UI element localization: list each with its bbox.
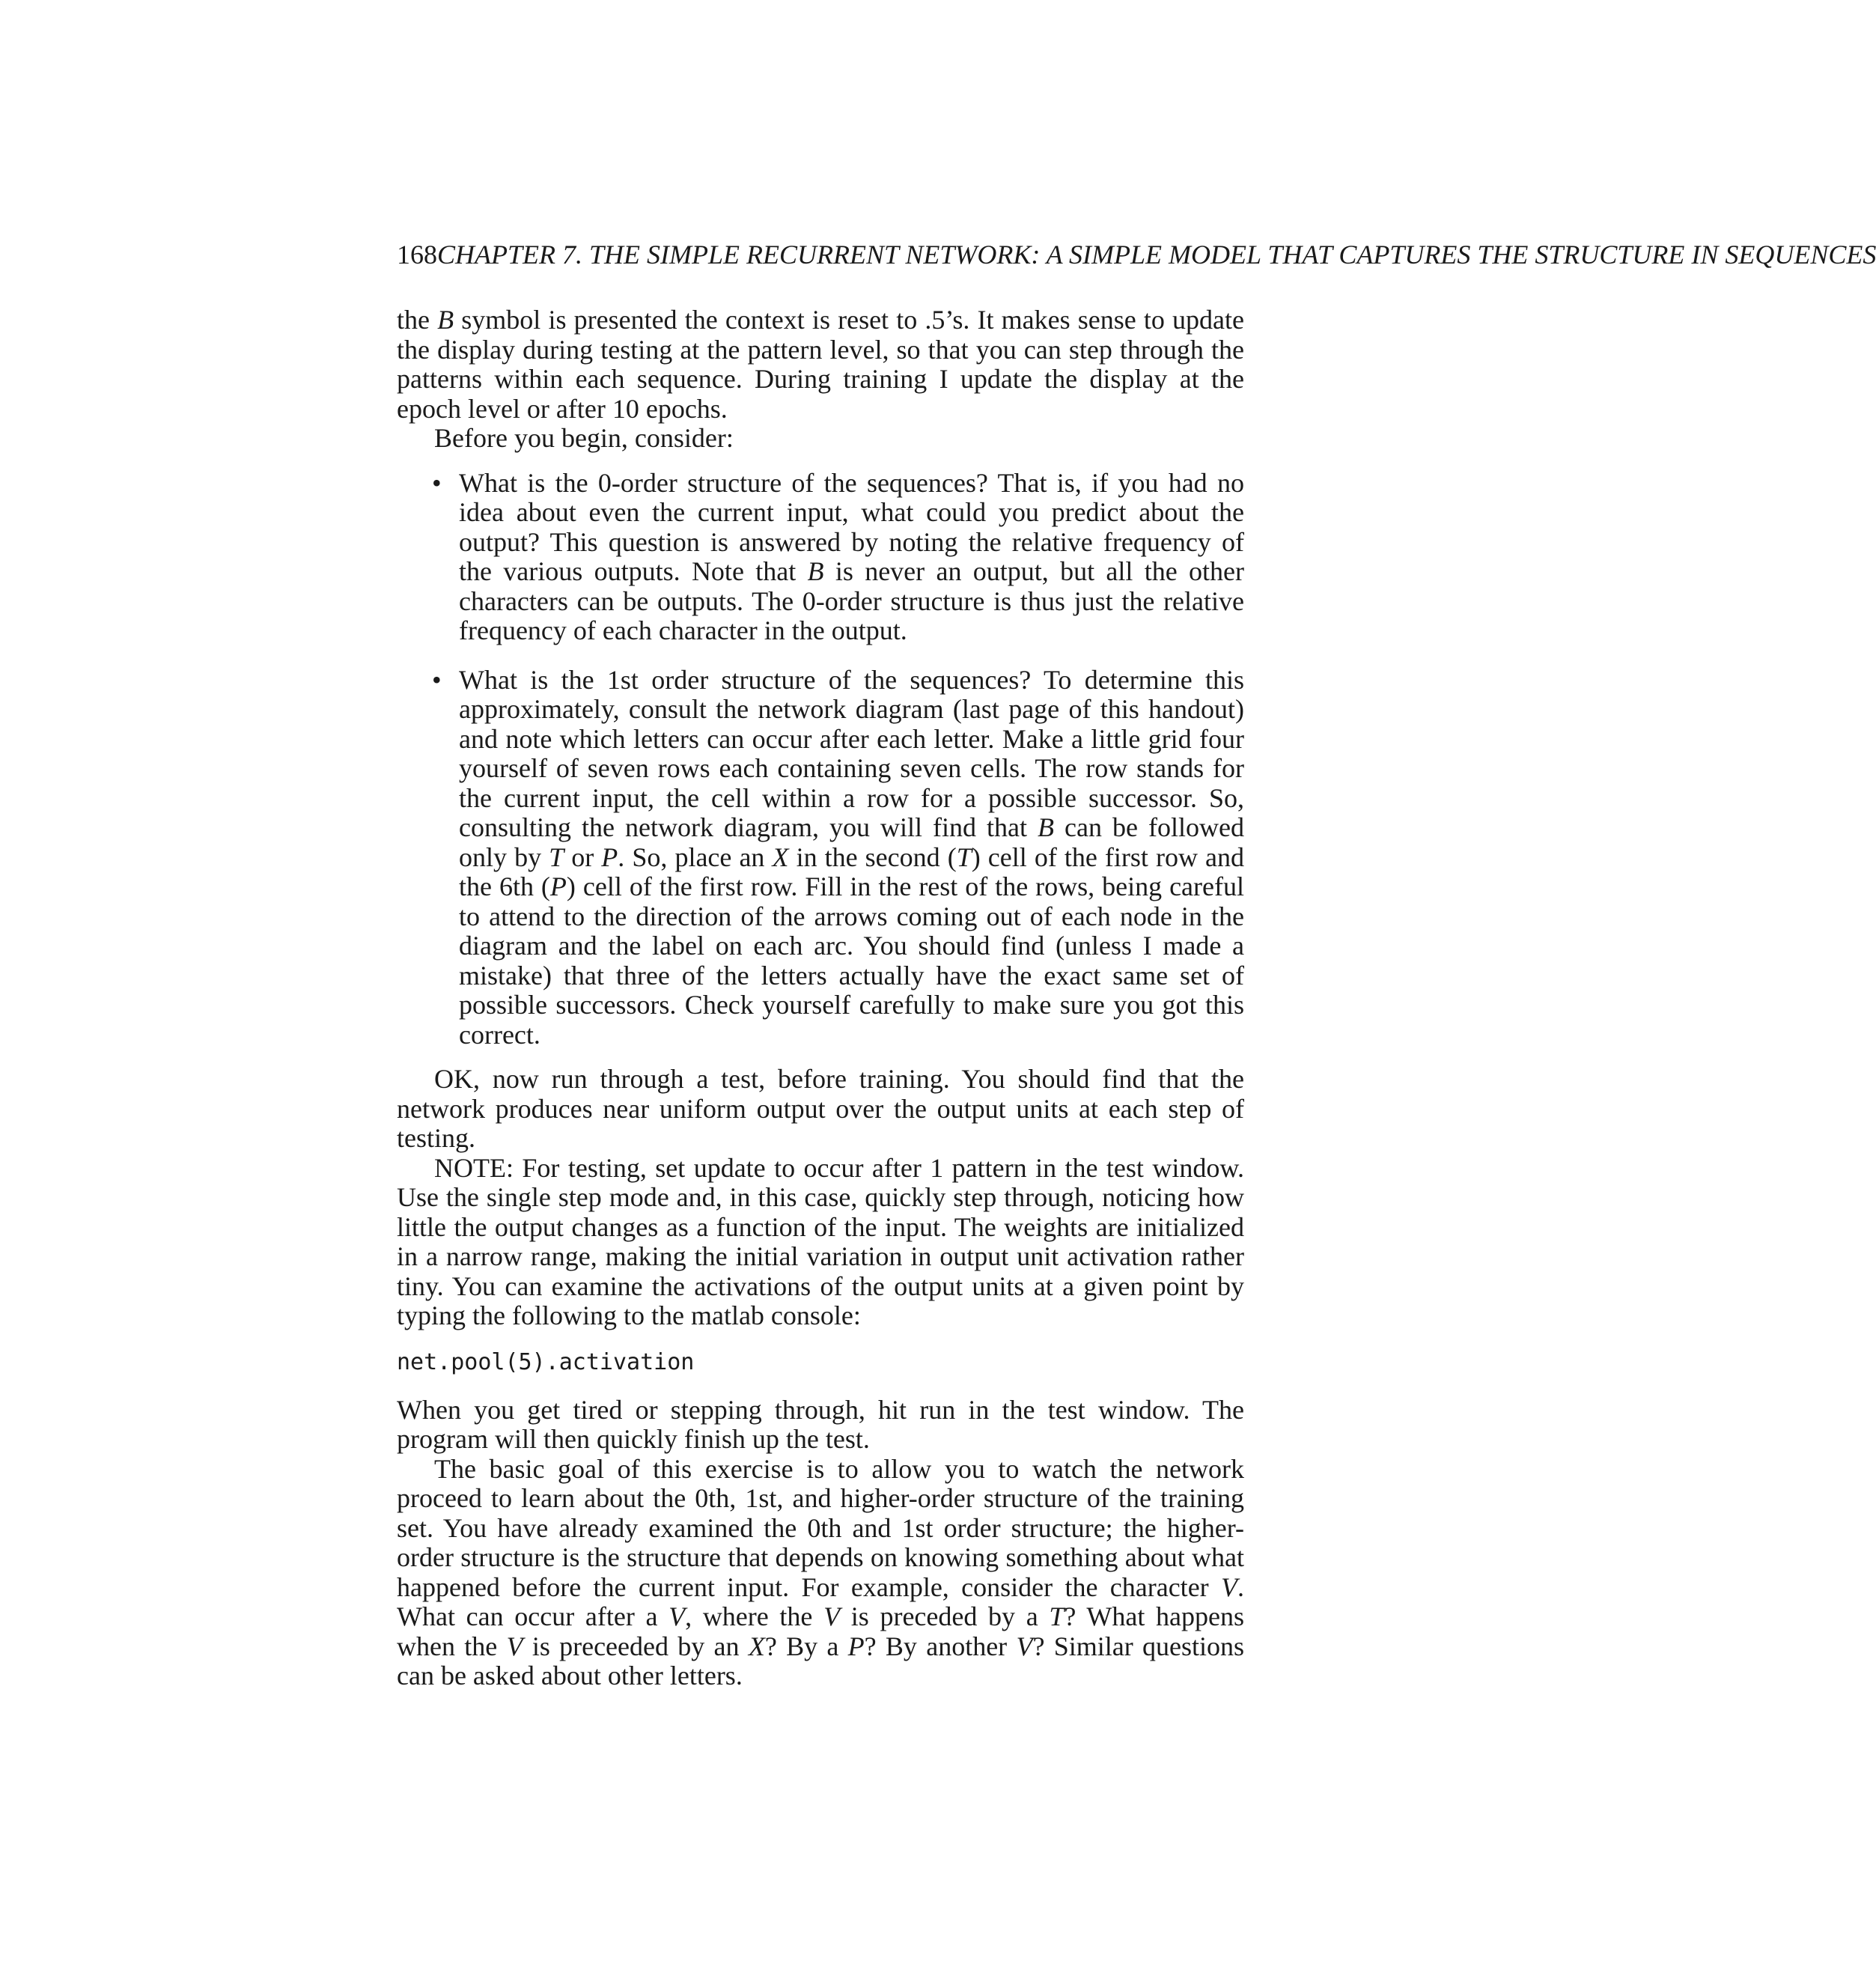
bullet-icon: • — [432, 467, 442, 498]
math-symbol: P — [847, 1631, 865, 1661]
text-run: is preceeded by an — [523, 1631, 749, 1661]
math-symbol: B — [1038, 812, 1055, 842]
text-run: . What can occur after a — [397, 1571, 1244, 1631]
page-body — [397, 305, 1244, 1691]
question-list — [397, 469, 1244, 1050]
math-symbol: P — [549, 871, 567, 901]
text-run: ? What happens when the — [397, 1601, 1244, 1661]
text-run: The basic goal of this exercise is to allow you to watch the network proceed to learn about the 0th, 1st, and higher-order structure of the training set. You have already examined the 0th and 1st order structure; the higher-order structure is the structure that depends on knowing something about what happened before the current input. For example, consider the character — [397, 1453, 1244, 1602]
text-run: What is the 0-order structure of the sequences? That is, if you had no idea about even the current input, what could you predict about the output? This question is answered by noting the relative frequency of the various outputs. Note that — [459, 467, 1244, 586]
paragraph-finish-test: When you get tired or stepping through, hit run in the test window. The program will then quickly finish up the test. — [397, 1394, 1244, 1454]
paragraph-note-testing: NOTE: For testing, set update to occur after 1 pattern in the test window. Use the single step mode and, in this case, quickly step through, noticing how little the output changes as a function of the input. The weights are initialized in a narrow range, making the initial variation in output unit activation rather tiny. You can examine the activations of the output units at a given point by typing the following to the matlab console: — [397, 1152, 1244, 1330]
math-symbol: V — [669, 1601, 686, 1631]
paragraph-context-reset — [397, 305, 1244, 424]
code-snippet: net.pool(5).activation — [397, 1348, 695, 1375]
text-run: ? By another — [864, 1631, 1017, 1661]
paragraph-before-you-begin: Before you begin, consider: — [434, 423, 734, 453]
text-run: . So, place an — [618, 842, 773, 872]
chapter-title: CHAPTER 7. THE SIMPLE RECURRENT NETWORK: A SIMPLE MODEL THAT CAPTURES THE STRUCTURE IN SEQUENCES — [437, 240, 1876, 270]
math-symbol: V — [1221, 1571, 1237, 1602]
math-symbol: T — [956, 842, 972, 872]
list-item-zero-order — [432, 467, 1244, 646]
text-run: is never an output, but all the other characters can be outputs. The 0-order structure is thus just the relative frequency of each character in the output. — [459, 556, 1244, 645]
text-run: or — [564, 842, 602, 872]
text-run: is preceded by a — [840, 1601, 1050, 1631]
running-header — [397, 238, 1876, 271]
math-symbol: T — [549, 842, 564, 872]
text-run: the — [397, 305, 438, 335]
math-symbol: X — [772, 842, 789, 872]
math-symbol: B — [437, 305, 454, 335]
text-run: ? By a — [764, 1631, 848, 1661]
text-run: ? Similar questions can be asked about other letters. — [397, 1631, 1244, 1691]
math-symbol: T — [1049, 1601, 1065, 1631]
text-run: symbol is presented the context is reset to .5’s. It makes sense to update the display during testing at the pattern level, so that you can step through the patterns within each sequence. During training I update the display at the epoch level or after 10 epochs. — [397, 305, 1245, 424]
list-item-first-order — [432, 664, 1244, 1050]
math-symbol: V — [823, 1601, 841, 1631]
bullet-icon: • — [432, 664, 442, 695]
text-run: , where the — [685, 1601, 824, 1631]
text-run: ) cell of the first row. Fill in the rest of the rows, being careful to attend to the direction of the arrows coming out of each node in the diagram and the label on each arc. You should find (unless I made a mistake) that three of the letters actually have the exact same set of possible successors. Check yourself carefully to make sure you got this correct. — [459, 871, 1244, 1050]
text-run: ) cell of the first row and the 6th ( — [459, 842, 1244, 901]
paragraph-basic-goal — [397, 1455, 1244, 1691]
paragraph-run-test: OK, now run through a test, before training. You should find that the network produces near uniform output over the output units at each step of testing. — [397, 1064, 1244, 1153]
math-symbol: P — [601, 842, 618, 872]
page-number: 168 — [397, 240, 437, 270]
text-run: in the second ( — [788, 842, 957, 872]
math-symbol: V — [506, 1631, 523, 1661]
math-symbol: V — [1016, 1631, 1033, 1661]
text-run: can be followed only by — [459, 812, 1244, 872]
math-symbol: X — [748, 1631, 765, 1661]
text-run: What is the 1st order structure of the sequences? To determine this approximately, consult the network diagram (last page of this handout) and note which letters can occur after each letter. Make a little grid four yourself of seven rows each containing seven cells. The row stands for the current input, the cell within a row for a possible successor. So, consulting the network diagram, you will find that — [459, 664, 1244, 842]
math-symbol: B — [807, 556, 824, 586]
